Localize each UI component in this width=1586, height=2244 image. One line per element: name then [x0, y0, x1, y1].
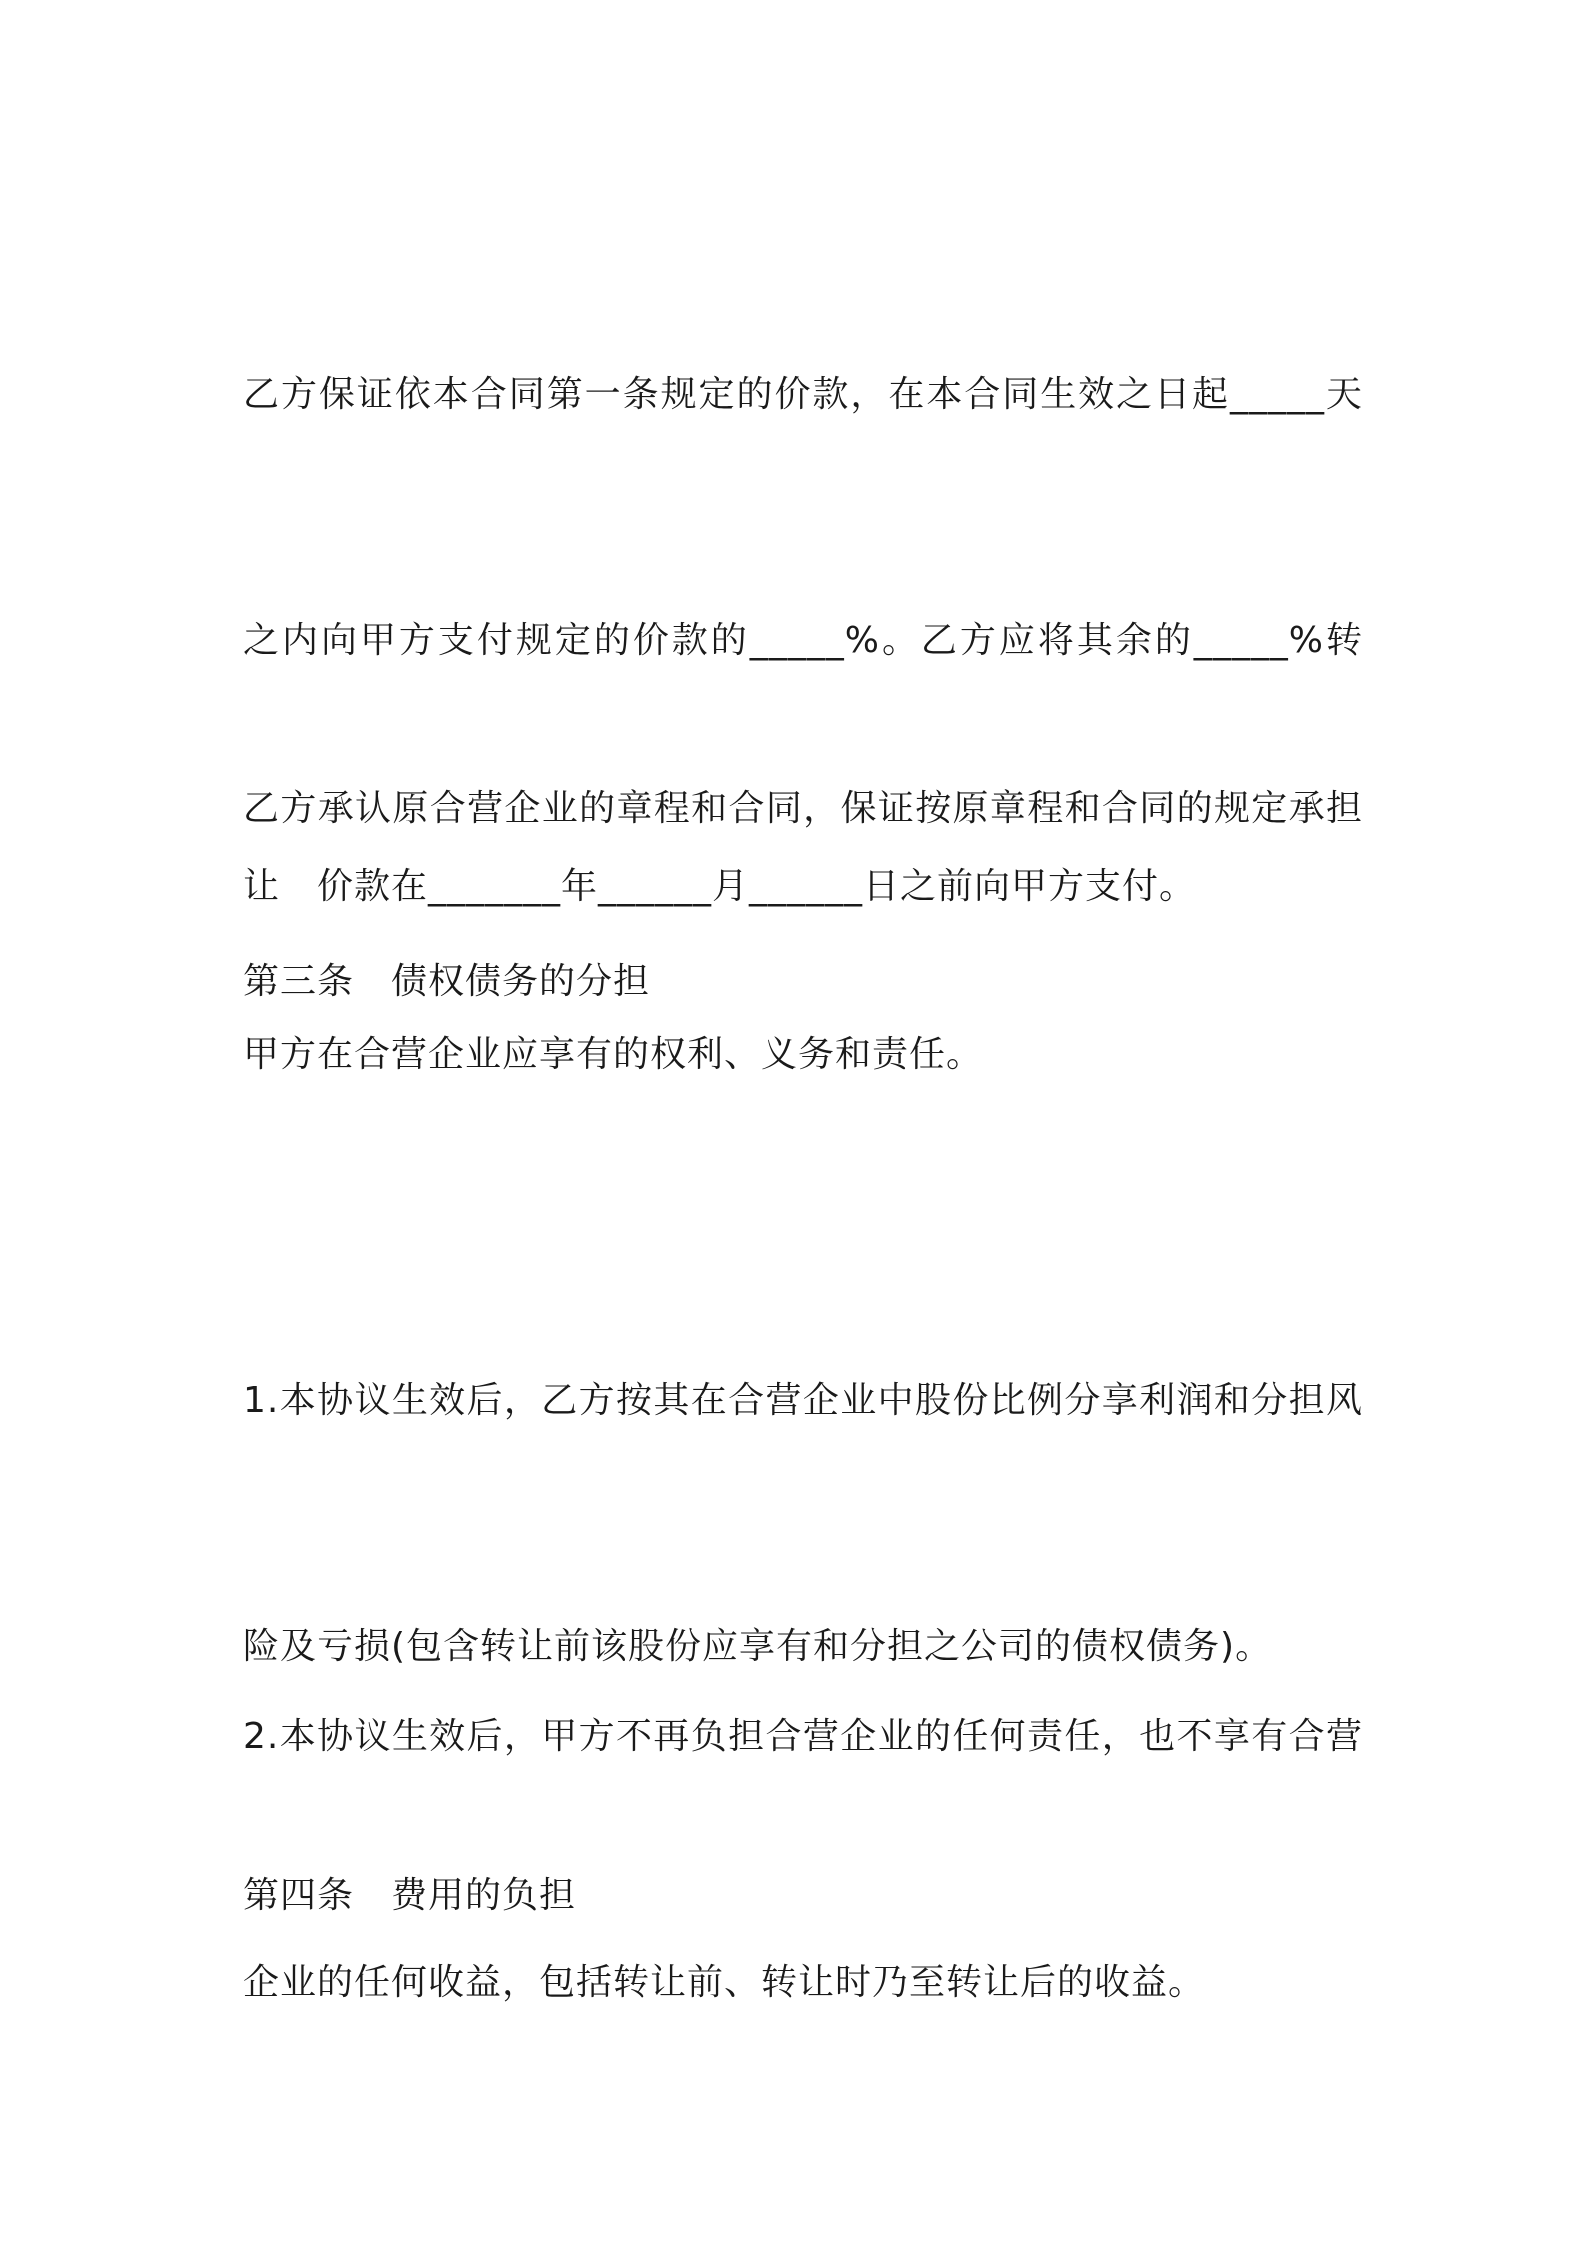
article-3-item-2: [243, 1532, 1363, 2188]
article-3-item-1-line-2: 险及亏损(包含转让前该股份应享有和分担之公司的债权债务)。: [243, 1626, 1273, 1667]
article-3-item-2-line-2: 企业的任何收益，包括转让前、转让时乃至转让后的收益。: [243, 1962, 1206, 2003]
article-4-heading: 第四条 费用的负担: [243, 1875, 577, 1916]
article-3-heading: 第三条 债权债务的分担: [243, 961, 651, 1002]
acknowledgement-line-2: 甲方在合营企业应享有的权利、义务和责任。: [243, 1034, 984, 1075]
acknowledgement-paragraph: [243, 604, 1363, 1260]
payment-line-3: 让 价款在_______年______月______日之前向甲方支付。: [243, 866, 1197, 907]
payment-line-2: 之内向甲方支付规定的价款的_____%。乙方应将其余的_____%转: [243, 620, 1363, 661]
article-3-item-1-line-1: 1.本协议生效后，乙方按其在合营企业中股份比例分享利润和分担风: [243, 1380, 1363, 1421]
article-3-item-2-line-1: 2.本协议生效后，甲方不再负担合营企业的任何责任，也不享有合营: [243, 1716, 1363, 1757]
payment-line-1: 乙方保证依本合同第一条规定的价款，在本合同生效之日起_____天: [243, 374, 1363, 415]
acknowledgement-line-1: 乙方承认原合营企业的章程和合同，保证按原章程和合同的规定承担: [243, 788, 1363, 829]
